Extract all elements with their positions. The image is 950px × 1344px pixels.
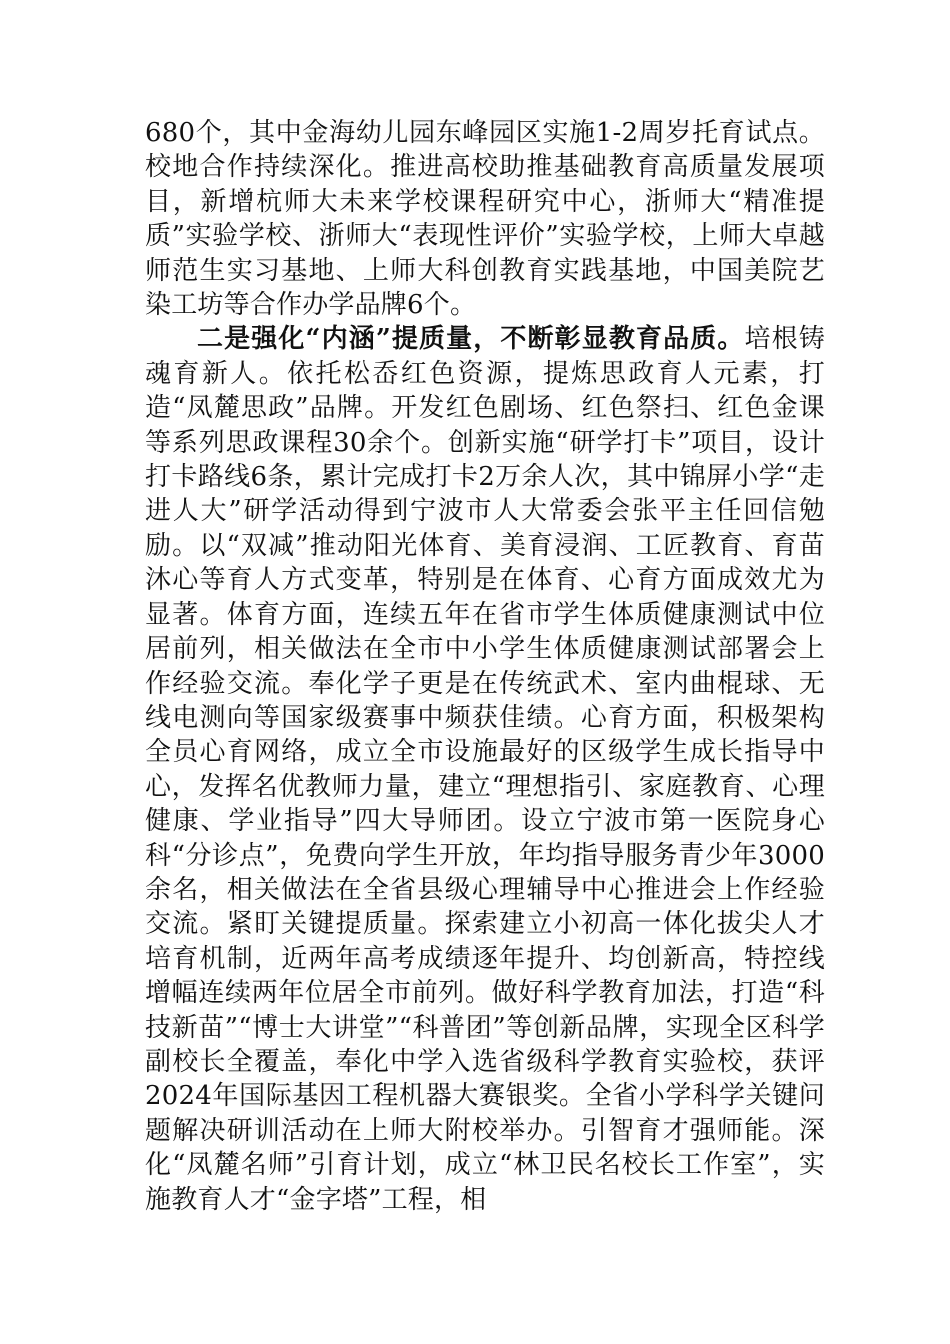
paragraph-continuation: 680个，其中金海幼儿园东峰园区实施1-2周岁托育试点。校地合作持续深化。推进高校助推基础教育高质量发展项目，新增杭师大未来学校课程研究中心，浙师大“精准提质”实验学校、浙师大“表现性评价”实验学校，上师大卓越师范生实习基地、上师大科创教育实践基地，中国美院艺染工坊等合作办学品牌6个。 <box>145 118 825 321</box>
paragraph-section-two <box>145 322 825 1217</box>
section-heading: 二是强化“内涵”提质量，不断彰显教育品质。 <box>197 324 745 355</box>
section-body: 培根铸魂育新人。依托松岙红色资源，提炼思政育人元素，打造“凤麓思政”品牌。开发红色剧场、红色祭扫、红色金课等系列思政课程30余个。创新实施“研学打卡”项目，设计打卡路线6条，累计完成打卡2万余人次，其中锦屏小学“走进人大”研学活动得到宁波市人大常委会张平主任回信勉励。以“双减”推动阳光体育、美育浸润、工匠教育、育苗沐心等育人方式变革，特别是在体育、心育方面成效尤为显著。体育方面，连续五年在省市学生体质健康测试中位居前列，相关做法在全市中小学生体质健康测试部署会上作经验交流。奉化学子更是在传统武术、室内曲棍球、无线电测向等国家级赛事中频获佳绩。心育方面，积极架构全员心育网络，成立全市设施最好的区级学生成长指导中心，发挥名优教师力量，建立“理想指引、家庭教育、心理健康、学业指导”四大导师团。设立宁波市第一医院身心科“分诊点”，免费向学生开放，年均指导服务青少年3000余名，相关做法在全省县级心理辅导中心推进会上作经验交流。紧盯关键提质量。探索建立小初高一体化拔尖人才培育机制，近两年高考成绩逐年提升、均创新高，特控线增幅连续两年位居全市前列。做好科学教育加法，打造“科技新苗”“博士大讲堂”“科普团”等创新品牌，实现全区科学副校长全覆盖，奉化中学入选省级科学教育实验校，获评2024年国际基因工程机器大赛银奖。全省小学科学关键问题解决研训活动在上师大附校举办。引智育才强师能。深化“凤麓名师”引育计划，成立“林卫民名校长工作室”，实施教育人才“金字塔”工程，相 <box>145 324 825 1215</box>
body-text <box>145 116 825 1217</box>
